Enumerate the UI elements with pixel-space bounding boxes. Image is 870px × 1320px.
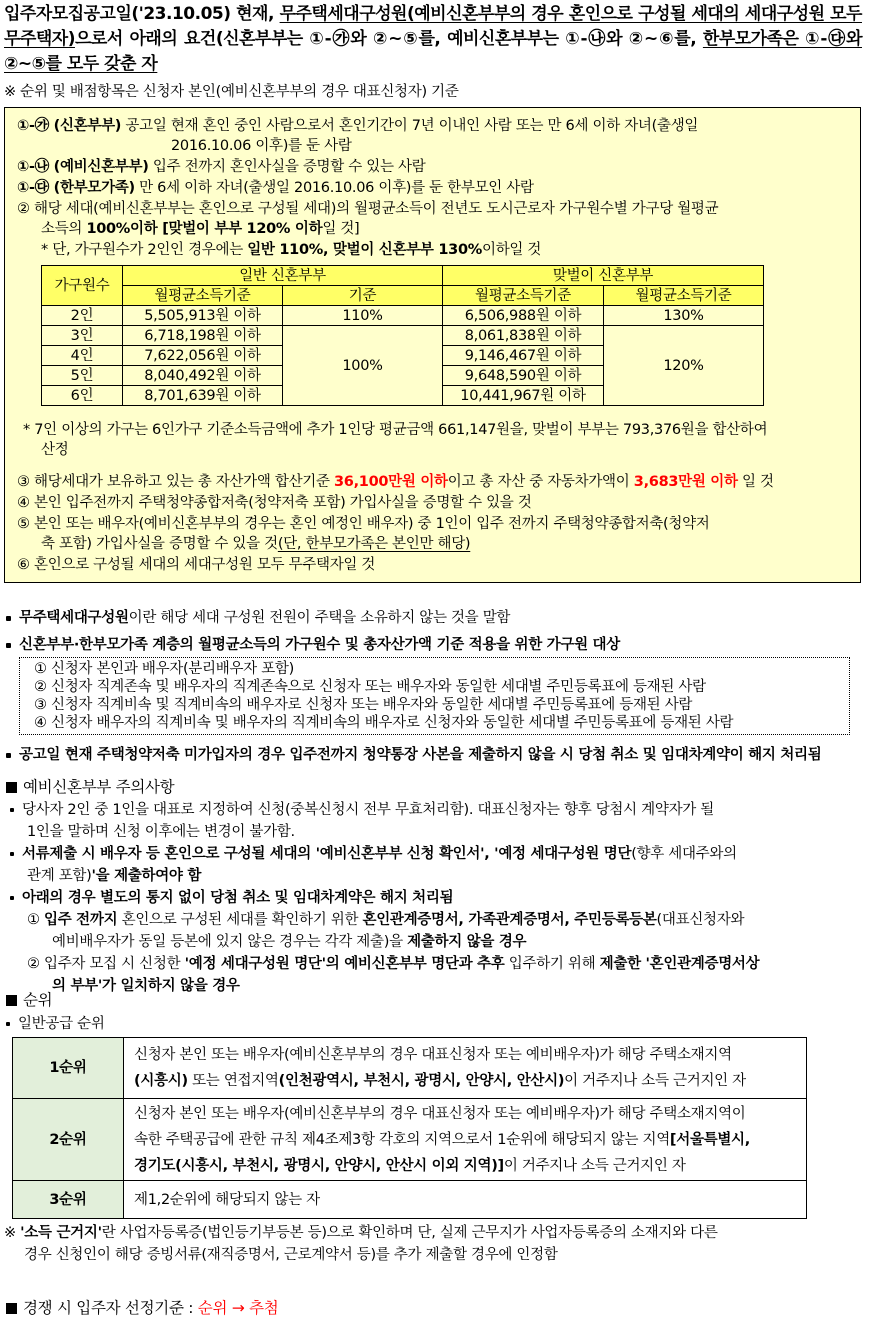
rank-label: 2순위	[13, 1099, 124, 1181]
bullet-icon	[10, 852, 14, 856]
square-bullet-icon	[6, 782, 17, 793]
basis-note: ※ 순위 및 배점항목은 신청자 본인(예비신혼부부의 경우 대표신청자) 기준	[4, 84, 459, 100]
rank-text: 속한 주택공급에 관한 규칙 제4조제3항 각호의 지역으로서 1순위에 해당되지 않는 지역	[134, 1131, 670, 1148]
member-item: ④ 신청자 배우자의 직계비속 및 배우자의 직계비속의 배우자로 신청자와 동일한 세대별 주민등록표에 등재된 사람	[34, 715, 734, 731]
section-title: 예비신혼부부 주의사항	[23, 778, 175, 796]
requirement-6: ⑥ 혼인으로 구성될 세대의 세대구성원 모두 무주택자일 것	[17, 557, 376, 573]
requirement-1a-cont: 2016.10.06 이후)를 둔 사람	[171, 138, 352, 154]
requirement-text: 이하일 것	[481, 242, 542, 258]
selection-label: 경쟁 시 입주자 선정기준 :	[23, 1299, 198, 1317]
rank-bold: (시흥시)	[134, 1073, 188, 1089]
case-bold: 입주 전까지	[44, 912, 118, 928]
bullet-text: 이란 해당 세대 구성원 전원이 주택을 소유하지 않는 것을 말함	[128, 610, 511, 626]
requirement-text: 소득의	[41, 221, 87, 237]
section-selection-criteria	[6, 1296, 278, 1318]
square-bullet-icon	[6, 1303, 17, 1314]
note-text: 당사자 2인 중 1인을 대표로 지정하여 신청(중복신청시 전부 무효처리함). 대표신청자는 향후 당첨시 계약자가 될	[22, 802, 714, 818]
case-text: ①	[27, 912, 45, 928]
rank-bold: [서울특별시,	[669, 1131, 750, 1148]
large-household-note: * 7인 이상의 가구는 6인가구 기준소득금액에 추가 1인당 평균금액 661,147원을, 맞벌이 부부는 793,376원을 합산하여	[23, 422, 768, 438]
rank-description	[124, 1038, 807, 1099]
dual-pct-cell: 130%	[604, 306, 764, 326]
ranking-table	[12, 1037, 807, 1219]
intro-underlined-text: 무주택세대구성원(예비신혼부부의 경우 혼인으로 구성될 세대의 세대구성원 모두 무주택자)	[4, 4, 862, 49]
case-bold: 제출한 '혼인관계증명서상	[599, 956, 760, 972]
cancellation-case-2-cont: 의 부부'가 일치하지 않을 경우	[52, 978, 240, 994]
rank-description	[124, 1099, 807, 1181]
general-income-cell: 8,701,639원 이하	[123, 386, 283, 406]
rank-label: 1순위	[13, 1038, 124, 1099]
bullet-icon	[6, 616, 11, 621]
requirement-5-cont	[41, 534, 470, 554]
intro-text: 으로서 아래의 요건(신혼부부는 ①-㉮와 ②~⑤를, 예비신혼부부는 ①-㉯와 ②~⑥를,	[74, 29, 703, 49]
table-row	[13, 1181, 807, 1219]
bullet-icon	[10, 808, 14, 812]
income-base-note-line2: 경우 신청인이 해당 증빙서류(재직증명서, 근로계약서 등)를 추가 제출할 경우에 인정함	[24, 1247, 558, 1263]
asset-limit-value: 36,100만원 이하	[334, 474, 448, 490]
requirement-bold: 일반 110%, 맞벌이 신혼부부 130%	[247, 242, 482, 258]
bullet-household-members	[6, 633, 620, 654]
requirement-label: ①-㉮ (신혼부부)	[17, 118, 122, 134]
requirement-2: ② 해당 세대(예비신혼부부는 혼인으로 구성될 세대)의 월평균소득이 전년도 도시근로자 가구원수별 가구당 월평균	[17, 201, 719, 217]
bullet-text: 신혼부부·한부모가족 계층의 월평균소득의 가구원수 및 총자산가액 기준 적용을 위한 가구원 대상	[19, 637, 620, 653]
note-text: 아래의 경우 별도의 통지 없이 당첨 취소 및 임대차계약은 해지 처리됨	[22, 890, 454, 906]
rank-text: 이 거주지나 소득 근거지인 자	[564, 1073, 746, 1089]
dual-income-cell: 9,146,467원 이하	[443, 346, 604, 366]
prenuptial-note-2-cont	[10, 865, 860, 887]
note-bold: '을 제출하여야 함	[91, 868, 202, 884]
bullet-icon	[6, 1022, 10, 1026]
section-ranking	[6, 988, 52, 1010]
requirement-label: ①-㉯ (예비신혼부부)	[17, 159, 149, 175]
case-text: 예비배우자가 동일 등본에 있지 않은 경우는 각각 제출)을	[52, 934, 408, 950]
case-bold: '예정 세대구성원 명단'의 예비신혼부부 명단과 추후	[184, 956, 505, 972]
household-size-cell: 6인	[42, 386, 123, 406]
prenuptial-notes	[10, 799, 860, 997]
income-table	[41, 265, 764, 406]
rank-text: 신청자 본인 또는 배우자(예비신혼부부의 경우 대표신청자 또는 예비배우자)가 해당 주택소재지역이	[134, 1105, 746, 1122]
general-income-cell: 7,622,056원 이하	[123, 346, 283, 366]
header-standard: 기준	[283, 286, 443, 306]
subtitle-text: 일반공급 순위	[18, 1016, 105, 1032]
rank-bold: 경기도(시흥시, 부천시, 광명시, 안양시, 안산시 이외 지역)]	[134, 1157, 504, 1174]
case-text: 입주하기 위해	[504, 956, 600, 972]
income-base-note	[4, 1222, 862, 1266]
cancellation-case-2	[10, 953, 860, 975]
requirement-text: 만 6세 이하 자녀(출생일 2016.10.06 이후)를 둔 한부모인 사람	[134, 180, 534, 196]
header-dual-income-couple: 맞벌이 신혼부부	[443, 266, 764, 286]
rank-bold: (인천광역시, 부천시, 광명시, 안양시, 안산시)	[278, 1073, 565, 1089]
requirement-3	[17, 472, 774, 492]
table-row	[13, 1038, 807, 1099]
prenuptial-note-1	[10, 799, 860, 821]
case-bold: 혼인관계증명서, 가족관계증명서, 주민등록등본	[362, 912, 657, 928]
requirement-4: ④ 본인 입주전까지 주택청약종합저축(청약저축 포함) 가입사실을 증명할 수 있을 것	[17, 495, 532, 511]
dual-income-cell: 8,061,838원 이하	[443, 326, 604, 346]
selection-value: 순위 → 추첨	[197, 1299, 279, 1317]
note-bold: '소득 근거지'	[20, 1225, 102, 1241]
requirement-text: 입주 전까지 혼인사실을 증명할 수 있는 사람	[148, 159, 426, 175]
note-text: 관계 포함)	[27, 868, 92, 884]
requirement-label: ①-㉰ (한부모가족)	[17, 180, 135, 196]
income-base-note-line1	[4, 1222, 862, 1244]
note-bold: 서류제출 시 배우자 등 혼인으로 구성될 세대의 '예비신혼부부 신청 확인서', '예정 세대구성원 명단	[22, 846, 632, 862]
prenuptial-note-3	[10, 887, 860, 909]
requirement-1a	[17, 116, 698, 136]
note-text: ※	[4, 1225, 21, 1241]
requirement-bold: 100%이하 [맞벌이 부부 120% 이하	[86, 221, 323, 237]
section-title: 순위	[23, 991, 53, 1009]
header-general-couple: 일반 신혼부부	[123, 266, 443, 286]
requirement-text: 축 포함) 가입사실을 증명할 수 있을 것	[41, 536, 278, 552]
bullet-bold: 무주택세대구성원	[19, 610, 129, 626]
table-row	[42, 326, 764, 346]
household-size-cell: 5인	[42, 366, 123, 386]
note-text: 란 사업자등록증(법인등기부등본 등)으로 확인하며 단, 실제 근무지가 사업자등록증의 소재지와 다른	[101, 1225, 718, 1241]
member-item: ① 신청자 본인과 배우자(분리배우자 포함)	[34, 661, 294, 677]
header-monthly-income: 월평균소득기준	[604, 286, 764, 306]
general-pct-cell: 110%	[283, 306, 443, 326]
member-item: ③ 신청자 직계비속 및 직계비속의 배우자로 신청자 또는 배우자와 동일한 세대별 주민등록표에 등재된 사람	[34, 697, 693, 713]
requirement-text: * 단, 가구원수가 2인인 경우에는	[41, 242, 248, 258]
bullet-subscription-notice	[6, 743, 821, 764]
cancellation-case-1	[10, 909, 860, 931]
general-income-cell: 5,505,913원 이하	[123, 306, 283, 326]
bullet-no-house-definition	[6, 606, 510, 627]
household-size-cell: 3인	[42, 326, 123, 346]
rank-text: 이 거주지나 소득 근거지인 자	[503, 1157, 686, 1174]
requirement-text: 일 것	[737, 474, 774, 490]
table-row	[42, 306, 764, 326]
requirement-5: ⑤ 본인 또는 배우자(예비신혼부부의 경우는 혼인 예정인 배우자) 중 1인이 입주 전까지 주택청약종합저축(청약저	[17, 516, 710, 532]
rank-text-line3	[134, 1153, 796, 1179]
case-text: ② 입주자 모집 시 신청한	[27, 956, 185, 972]
intro-underlined-text: 한부모가족은 ①-㉰와 ②~⑤를 모두 갖춘 자	[4, 29, 862, 74]
requirement-2-note	[41, 240, 541, 260]
household-size-cell: 2인	[42, 306, 123, 326]
rank-description: 제1,2순위에 해당되지 않는 자	[124, 1181, 807, 1219]
table-row	[13, 1099, 807, 1181]
rank-text: 신청자 본인 또는 배우자(예비신혼부부의 경우 대표신청자 또는 예비배우자)가 해당 주택소재지역	[134, 1047, 732, 1063]
requirement-1b	[17, 157, 425, 177]
requirement-text: 이고 총 자산 중 자동차가액이	[447, 474, 634, 490]
rank-label: 3순위	[13, 1181, 124, 1219]
eligibility-intro	[4, 2, 862, 77]
member-item: ② 신청자 직계존속 및 배우자의 직계존속으로 신청자 또는 배우자와 동일한 세대별 주민등록표에 등재된 사람	[34, 679, 706, 695]
requirement-text: ③ 해당세대가 보유하고 있는 총 자산가액 합산기준	[17, 474, 335, 490]
intro-text: 입주자모집공고일('23.10.05) 현재,	[4, 4, 280, 24]
header-monthly-income: 월평균소득기준	[443, 286, 604, 306]
bullet-icon	[10, 896, 14, 900]
section-prenuptial	[6, 775, 174, 797]
header-household-size: 가구원수	[42, 266, 123, 306]
rank-text-line2	[134, 1068, 796, 1094]
case-bold: 제출하지 않을 경우	[407, 934, 527, 950]
general-income-cell: 6,718,198원 이하	[123, 326, 283, 346]
household-members-box	[19, 657, 850, 735]
general-pct-cell: 100%	[283, 326, 443, 406]
general-income-cell: 8,040,492원 이하	[123, 366, 283, 386]
cancellation-case-1-cont	[10, 931, 860, 953]
rank-text: 또는 연접지역	[187, 1073, 279, 1089]
bullet-icon	[6, 643, 11, 648]
square-bullet-icon	[6, 995, 17, 1006]
requirement-text: 공고일 현재 혼인 중인 사람으로서 혼인기간이 7년 이내인 사람 또는 만 6세 이하 자녀(출생일	[121, 118, 699, 134]
dual-income-cell: 10,441,967원 이하	[443, 386, 604, 406]
requirement-1c	[17, 178, 534, 198]
prenuptial-note-2	[10, 843, 860, 865]
header-monthly-income: 월평균소득기준	[123, 286, 283, 306]
note-text: (향후 세대주와의	[631, 846, 737, 862]
bullet-icon	[6, 753, 11, 758]
dual-pct-cell: 120%	[604, 326, 764, 406]
requirement-2-cont	[41, 219, 359, 239]
car-value-limit: 3,683만원 이하	[633, 474, 738, 490]
large-household-note-cont: 산정	[41, 442, 69, 458]
household-size-cell: 4인	[42, 346, 123, 366]
case-text: (대표신청자와	[656, 912, 745, 928]
requirements-box	[4, 107, 861, 583]
bullet-text: 공고일 현재 주택청약저축 미가입자의 경우 입주전까지 청약통장 사본을 제출하지 않을 시 당첨 취소 및 임대차계약이 해지 처리됨	[19, 747, 822, 763]
ranking-subtitle	[6, 1012, 105, 1033]
case-text: 혼인으로 구성된 세대를 확인하기 위한	[117, 912, 363, 928]
dual-income-cell: 9,648,590원 이하	[443, 366, 604, 386]
requirement-text: 일 것]	[322, 221, 360, 237]
prenuptial-note-1-cont: 1인을 말하며 신청 이후에는 변경이 불가함.	[27, 824, 295, 840]
rank-text-line2	[134, 1127, 796, 1153]
requirement-underlined: (단, 한부모가족은 본인만 해당)	[277, 536, 471, 552]
dual-income-cell: 6,506,988원 이하	[443, 306, 604, 326]
